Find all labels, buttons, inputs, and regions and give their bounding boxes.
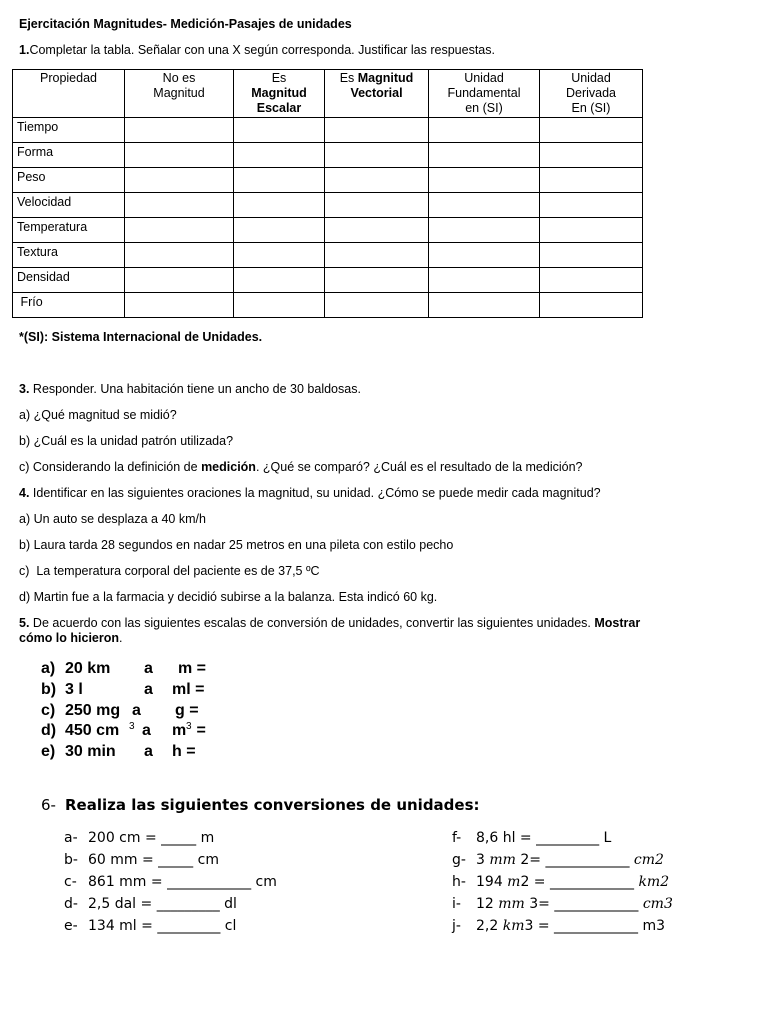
cell[interactable] <box>325 293 429 318</box>
cell[interactable] <box>125 143 234 168</box>
row-label: Velocidad <box>13 193 125 218</box>
cell[interactable] <box>234 143 325 168</box>
row-label: Peso <box>13 168 125 193</box>
cell[interactable] <box>125 193 234 218</box>
cell[interactable] <box>429 293 540 318</box>
si-note: *(SI): Sistema Internacional de Unidades. <box>19 330 263 344</box>
cell[interactable] <box>540 143 643 168</box>
conversion-row: i- 12 mm 3= ____________ cm3 <box>452 896 673 912</box>
row-label: Temperatura <box>13 218 125 243</box>
header-unidad-derivada: Unidad Derivada En (SI) <box>540 70 643 118</box>
header-magnitud-vectorial: Es Magnitud Vectorial <box>325 70 429 118</box>
conversion-row: j- 2,2 km3 = ____________ m3 <box>452 918 666 934</box>
cell[interactable] <box>325 118 429 143</box>
table-row <box>13 268 643 293</box>
page-title: Ejercitación Magnitudes- Medición-Pasajes de unidades <box>19 17 352 31</box>
cell[interactable] <box>540 293 643 318</box>
question-4d: d) Martin fue a la farmacia y decidió subirse a la balanza. Esta indicó 60 kg. <box>19 590 438 604</box>
row-label: Textura <box>13 243 125 268</box>
conversion-row: h- 194 m2 = ____________ km2 <box>452 874 670 890</box>
conversion-row: g- 3 mm 2= ____________ cm2 <box>452 852 664 868</box>
cell[interactable] <box>325 218 429 243</box>
cell[interactable] <box>540 218 643 243</box>
row-label: Densidad <box>13 268 125 293</box>
question-3 <box>19 382 361 397</box>
conversion-row: a- 200 cm = _____ m <box>64 830 215 846</box>
question-6-title: 6- Realiza las siguientes conversiones de unidades: <box>41 796 480 814</box>
conversion-row: c- 861 mm = ____________ cm <box>64 874 277 890</box>
row-label: Frío <box>13 293 125 318</box>
cell[interactable] <box>429 143 540 168</box>
conversion-row: d- 2,5 dal = _________ dl <box>64 896 237 912</box>
cell[interactable] <box>234 118 325 143</box>
cell[interactable] <box>325 193 429 218</box>
question-5-number: 5. <box>19 616 30 630</box>
table-row <box>13 243 643 268</box>
question-1-number: 1. <box>19 43 30 57</box>
table-row <box>13 168 643 193</box>
question-5: 5. De acuerdo con las siguientes escalas de conversión de unidades, convertir las siguientes unidades. Mostrar <box>19 616 641 630</box>
cell[interactable] <box>234 293 325 318</box>
question-3c: c) Considerando la definición de medición. ¿Qué se comparó? ¿Cuál es el resultado de la medición? <box>19 460 583 474</box>
question-4-text: Identificar en las siguientes oraciones la magnitud, su unidad. ¿Cómo se puede medir cada magnitud? <box>29 486 601 500</box>
table-row <box>13 143 643 168</box>
table-row <box>13 218 643 243</box>
cell[interactable] <box>125 218 234 243</box>
question-4a: a) Un auto se desplaza a 40 km/h <box>19 512 206 526</box>
cell[interactable] <box>429 218 540 243</box>
conversion-row: b- 60 mm = _____ cm <box>64 852 219 868</box>
question-4 <box>19 486 601 501</box>
question-4c: c) La temperatura corporal del paciente es de 37,5 ºC <box>19 564 320 578</box>
question-4b: b) Laura tarda 28 segundos en nadar 25 metros en una pileta con estilo pecho <box>19 538 454 552</box>
cell[interactable] <box>234 243 325 268</box>
header-no-es-magnitud: No es Magnitud <box>125 70 234 118</box>
header-propiedad: Propiedad <box>13 70 125 118</box>
question-3-text: Responder. Una habitación tiene un ancho de 30 baldosas. <box>29 382 361 396</box>
cell[interactable] <box>234 268 325 293</box>
cell[interactable] <box>429 243 540 268</box>
question-5-line2: cómo lo hicieron. <box>19 631 123 645</box>
cell[interactable] <box>125 293 234 318</box>
table-header-row <box>13 70 643 118</box>
question-1-text: Completar la tabla. Señalar con una X según corresponda. Justificar las respuestas. <box>29 43 495 57</box>
cell[interactable] <box>540 168 643 193</box>
table-row <box>13 118 643 143</box>
table-row <box>13 193 643 218</box>
question-3b: b) ¿Cuál es la unidad patrón utilizada? <box>19 434 234 448</box>
row-label: Forma <box>13 143 125 168</box>
cell[interactable] <box>429 168 540 193</box>
cell[interactable] <box>429 193 540 218</box>
question-1 <box>19 43 495 58</box>
cell[interactable] <box>540 243 643 268</box>
header-magnitud-escalar: Es Magnitud Escalar <box>234 70 325 118</box>
cell[interactable] <box>325 168 429 193</box>
row-label: Tiempo <box>13 118 125 143</box>
cell[interactable] <box>125 268 234 293</box>
cell[interactable] <box>125 243 234 268</box>
question-3a: a) ¿Qué magnitud se midió? <box>19 408 177 422</box>
cell[interactable] <box>234 168 325 193</box>
cell[interactable] <box>429 118 540 143</box>
cell[interactable] <box>234 218 325 243</box>
question-4-number: 4. <box>19 486 30 500</box>
cell[interactable] <box>325 143 429 168</box>
cell[interactable] <box>540 118 643 143</box>
properties-table <box>12 69 643 318</box>
cell[interactable] <box>429 268 540 293</box>
cell[interactable] <box>125 118 234 143</box>
cell[interactable] <box>234 193 325 218</box>
cell[interactable] <box>125 168 234 193</box>
cell[interactable] <box>540 268 643 293</box>
table-row <box>13 293 643 318</box>
question-3-number: 3. <box>19 382 30 396</box>
conversion-row: f- 8,6 hl = _________ L <box>452 830 612 846</box>
cell[interactable] <box>325 268 429 293</box>
conversion-row: e- 134 ml = _________ cl <box>64 918 237 934</box>
header-unidad-fundamental: Unidad Fundamental en (SI) <box>429 70 540 118</box>
cell[interactable] <box>540 193 643 218</box>
cell[interactable] <box>325 243 429 268</box>
